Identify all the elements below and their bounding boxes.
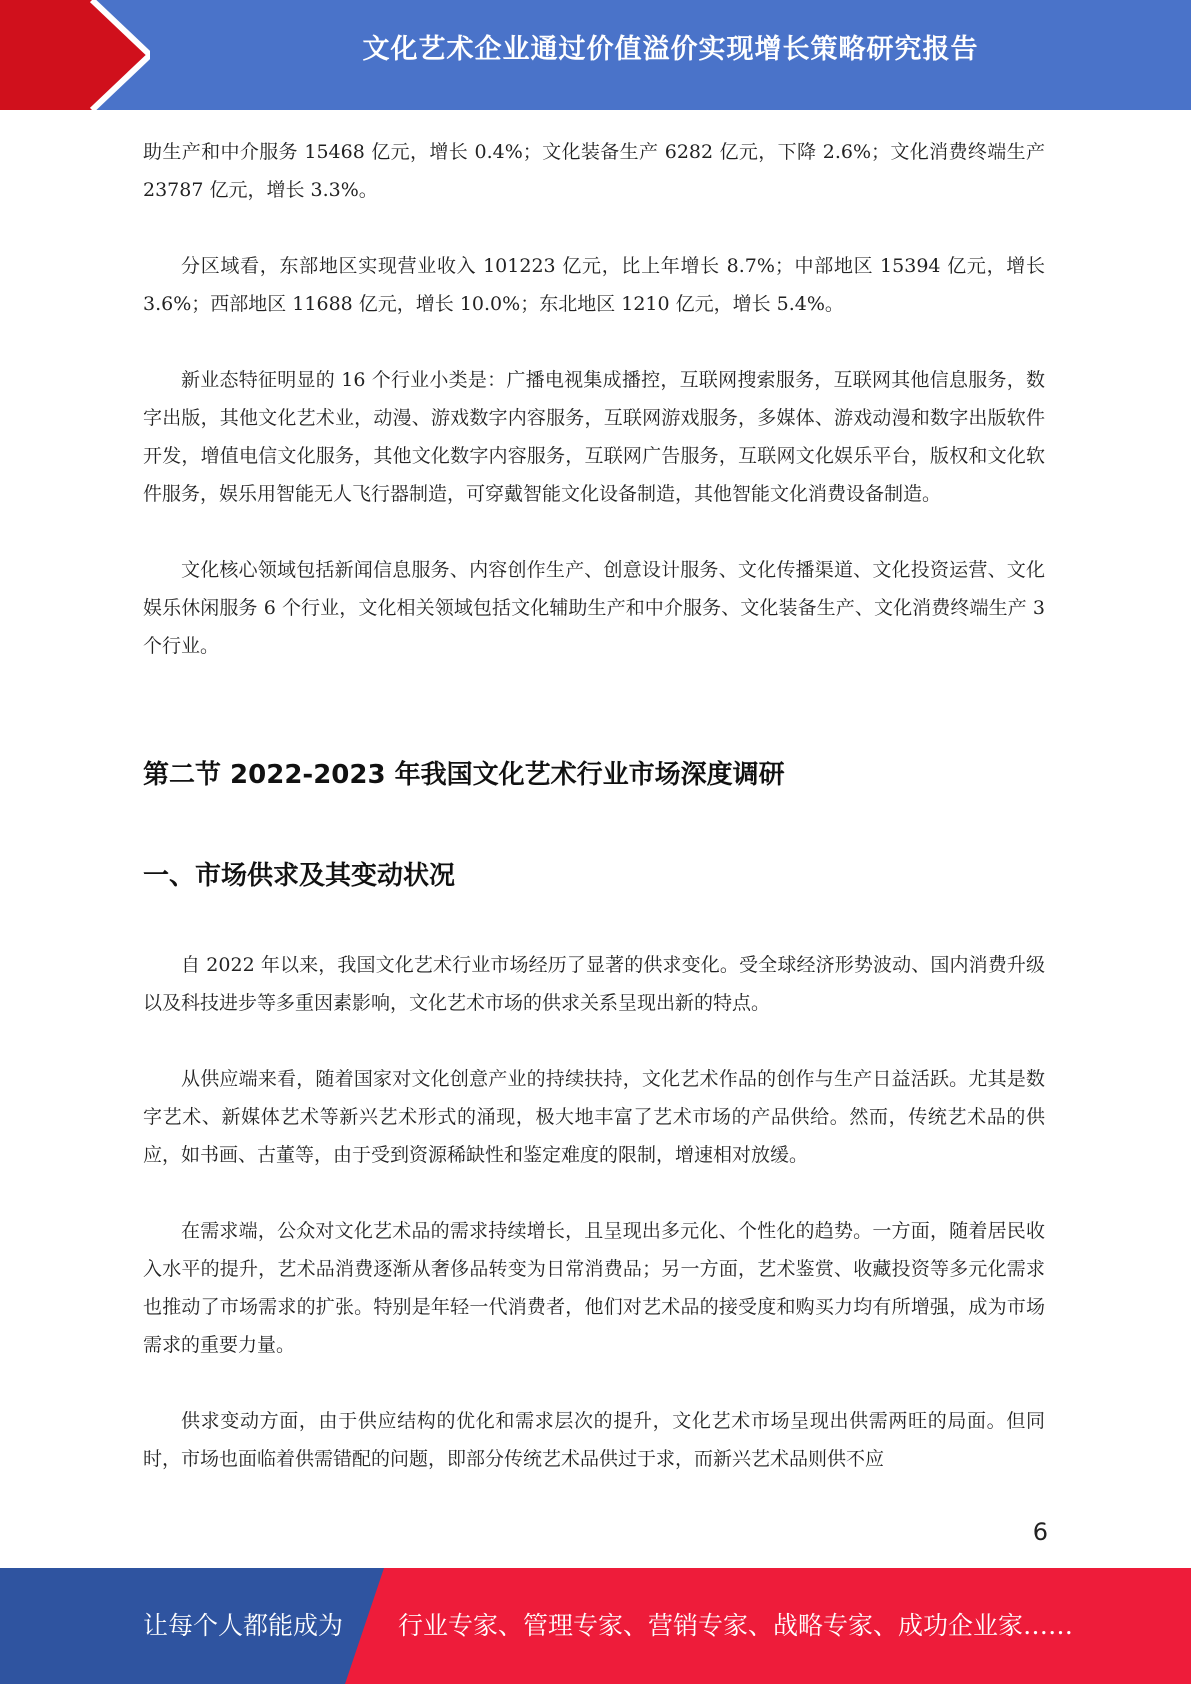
page-content: [143, 133, 1045, 1478]
report-footer: [0, 1568, 1191, 1684]
paragraph-supply: 从供应端来看，随着国家对文化创意产业的持续扶持，文化艺术作品的创作与生产日益活跃。尤其是数字艺术、新媒体艺术等新兴艺术形式的涌现，极大地丰富了艺术市场的产品供给。然而，传统艺术品的供应，如书画、古董等，由于受到资源稀缺性和鉴定难度的限制，增速相对放缓。: [143, 1068, 1045, 1166]
paragraph-continuation: 助生产和中介服务 15468 亿元，增长 0.4%；文化装备生产 6282 亿元，下降 2.6%；文化消费终端生产 23787 亿元，增长 3.3%。: [143, 141, 1045, 201]
paragraph-new-formats: 新业态特征明显的 16 个行业小类是：广播电视集成播控，互联网搜索服务，互联网其他信息服务，数字出版，其他文化艺术业，动漫、游戏数字内容服务，互联网游戏服务，多媒体、游戏动漫和数字出版软件开发，增值电信文化服务，其他文化数字内容服务，互联网广告服务，互联网文化娱乐平台，版权和文化软件服务，娱乐用智能无人飞行器制造，可穿戴智能文化设备制造，其他智能文化消费设备制造。: [143, 369, 1045, 505]
section-title: 第二节 2022-2023 年我国文化艺术行业市场深度调研: [143, 760, 785, 790]
header-red-arrow-decoration: [0, 0, 150, 110]
report-title: 文化艺术企业通过价值溢价实现增长策略研究报告: [362, 34, 979, 65]
paragraph-supply-demand-change: 供求变动方面，由于供应结构的优化和需求层次的提升，文化艺术市场呈现出供需两旺的局面。但同时，市场也面临着供需错配的问题，即部分传统艺术品供过于求，而新兴艺术品则供不应: [143, 1410, 1045, 1470]
paragraph-demand: 在需求端，公众对文化艺术品的需求持续增长，且呈现出多元化、个性化的趋势。一方面，随着居民收入水平的提升，艺术品消费逐渐从奢侈品转变为日常消费品；另一方面，艺术鉴赏、收藏投资等多元化需求也推动了市场需求的扩张。特别是年轻一代消费者，他们对艺术品的接受度和购买力均有所增强，成为市场需求的重要力量。: [143, 1220, 1045, 1356]
paragraph-region: 分区域看，东部地区实现营业收入 101223 亿元，比上年增长 8.7%；中部地区 15394 亿元，增长 3.6%；西部地区 11688 亿元，增长 10.0%；东北地区 1210 亿元，增长 5.4%。: [143, 255, 1045, 315]
page-number: 6: [1032, 1518, 1048, 1546]
paragraph-intro: 自 2022 年以来，我国文化艺术行业市场经历了显著的供求变化。受全球经济形势波动、国内消费升级以及科技进步等多重因素影响，文化艺术市场的供求关系呈现出新的特点。: [143, 954, 1045, 1014]
subsection-title: 一、市场供求及其变动状况: [143, 861, 456, 891]
footer-slogan-left: 让每个人都能成为: [143, 1611, 344, 1640]
paragraph-core-fields: 文化核心领域包括新闻信息服务、内容创作生产、创意设计服务、文化传播渠道、文化投资运营、文化娱乐休闲服务 6 个行业，文化相关领域包括文化辅助生产和中介服务、文化装备生产、文化消费终端生产 3 个行业。: [143, 559, 1045, 657]
footer-slogan-right: 行业专家、管理专家、营销专家、战略专家、成功企业家……: [398, 1611, 1074, 1640]
report-header: [0, 0, 1191, 110]
